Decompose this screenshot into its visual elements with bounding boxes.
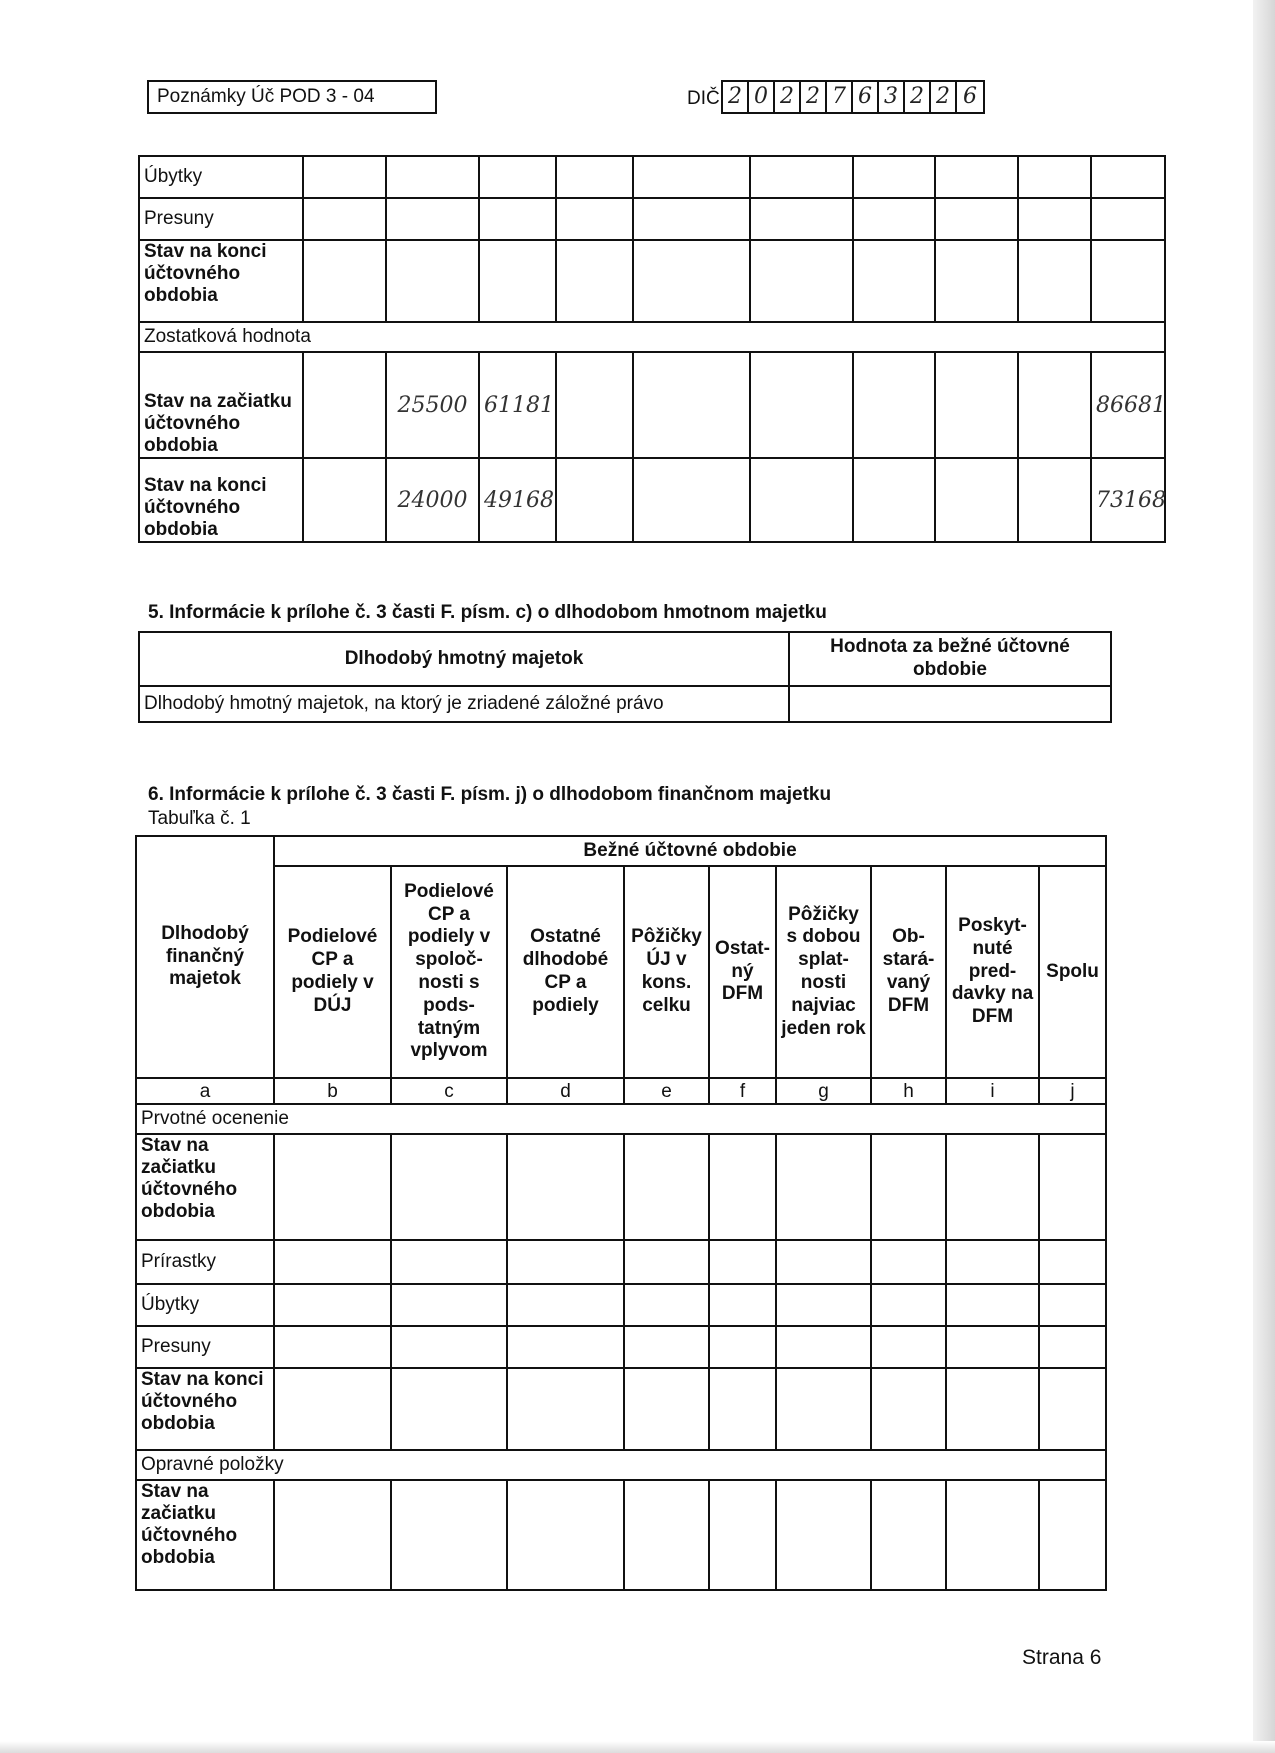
dic-digit: 6 (853, 82, 879, 112)
scan-shadow-bottom (0, 1741, 1275, 1753)
table-letters-row (136, 1078, 1106, 1104)
dic-digit: 0 (749, 82, 775, 112)
dic-digit: 2 (775, 82, 801, 112)
column-letter: j (1039, 1078, 1106, 1104)
column-header: Pôžičky ÚJ v kons. celku (624, 866, 709, 1078)
column-header: Ostat- ný DFM (709, 866, 776, 1078)
row-label: Stav na konci účtovného obdobia (139, 240, 303, 322)
dic-boxes (721, 80, 985, 114)
column-letter: f (709, 1078, 776, 1104)
page-number: Strana 6 (1022, 1646, 1102, 1669)
column-header: Podielové CP a podiely v spoloč- nosti s pods- tatným vplyvom (391, 866, 507, 1078)
table-row (139, 686, 1111, 722)
column-letter: g (776, 1078, 871, 1104)
dic-digit: 2 (931, 82, 957, 112)
table-header-row (136, 866, 1106, 1078)
section-6-heading: 6. Informácie k prílohe č. 3 časti F. písm. j) o dlhodobom finančnom majetku (148, 784, 832, 805)
table-row (136, 1326, 1106, 1368)
scan-shadow-edge (1253, 0, 1275, 1753)
column-letter: b (274, 1078, 391, 1104)
table-row (139, 198, 1165, 240)
table-section-row (136, 1450, 1106, 1480)
table-continuation (138, 155, 1166, 543)
row-label: Úbytky (136, 1284, 274, 1326)
row-label: Stav na začiatku účtovného obdobia (136, 1480, 274, 1590)
column-letter: a (136, 1078, 274, 1104)
dic-label: DIČ (687, 88, 720, 109)
table-row (136, 1480, 1106, 1590)
column-header: Hodnota za bežné účtovné obdobie (789, 632, 1111, 686)
section-5-heading: 5. Informácie k prílohe č. 3 časti F. písm. c) o dlhodobom hmotnom majetku (148, 602, 827, 623)
table-row (136, 1134, 1106, 1240)
column-letter: h (871, 1078, 946, 1104)
dic-digit: 2 (801, 82, 827, 112)
handwritten-value: 25500 (386, 352, 479, 458)
table-row (139, 458, 1165, 542)
row-label: Presuny (136, 1326, 274, 1368)
handwritten-value: 49168 (479, 458, 556, 542)
table-row (136, 1284, 1106, 1326)
row-label: Stav na konci účtovného obdobia (139, 458, 303, 542)
form-label: Poznámky Úč POD 3 - 04 (157, 86, 375, 107)
table-row (136, 1368, 1106, 1450)
dic-digit: 2 (723, 82, 749, 112)
handwritten-value: 61181 (479, 352, 556, 458)
table-row (139, 156, 1165, 198)
period-header: Bežné účtovné obdobie (274, 836, 1106, 866)
row-label: Stav na konci účtovného obdobia (136, 1368, 274, 1450)
table-section-5 (138, 631, 1112, 723)
row-label: Prírastky (136, 1240, 274, 1284)
section-label: Zostatková hodnota (139, 322, 1165, 352)
row-label: Dlhodobý hmotný majetok, na ktorý je zriadené záložné právo (139, 686, 789, 722)
section-label: Opravné položky (136, 1450, 1106, 1480)
row-label: Úbytky (139, 156, 303, 198)
column-letter: c (391, 1078, 507, 1104)
column-header: Podielové CP a podiely v DÚJ (274, 866, 391, 1078)
handwritten-total: 86681 (1091, 352, 1165, 458)
column-letter: e (624, 1078, 709, 1104)
column-header: Dlhodobý finančný majetok (136, 836, 274, 1078)
table-row (139, 352, 1165, 458)
table-row (136, 1240, 1106, 1284)
table-section-6 (135, 835, 1107, 1591)
column-header: Ostatné dlhodobé CP a podiely (507, 866, 624, 1078)
section-label: Prvotné ocenenie (136, 1104, 1106, 1134)
table-label: Tabuľka č. 1 (148, 808, 251, 829)
column-header: Poskyt- nuté pred- davky na DFM (946, 866, 1039, 1078)
column-header: Dlhodobý hmotný majetok (139, 632, 789, 686)
dic-digit: 3 (879, 82, 905, 112)
table-header-row (139, 632, 1111, 686)
column-header: Pôžičky s dobou splat- nosti najviac jeden rok (776, 866, 871, 1078)
dic-digit: 7 (827, 82, 853, 112)
table-header-row (136, 836, 1106, 866)
form-label-box (147, 80, 437, 114)
column-letter: d (507, 1078, 624, 1104)
column-header: Spolu (1039, 866, 1106, 1078)
column-header: Ob- stará- vaný DFM (871, 866, 946, 1078)
dic-digit: 6 (963, 84, 977, 109)
dic-digit: 2 (905, 82, 931, 112)
column-letter: i (946, 1078, 1039, 1104)
table-row (139, 240, 1165, 322)
table-section-row (136, 1104, 1106, 1134)
row-label: Stav na začiatku účtovného obdobia (139, 352, 303, 458)
handwritten-value: 24000 (386, 458, 479, 542)
handwritten-total: 73168 (1091, 458, 1165, 542)
row-label: Stav na začiatku účtovného obdobia (136, 1134, 274, 1240)
row-label: Presuny (139, 198, 303, 240)
table-section-row (139, 322, 1165, 352)
